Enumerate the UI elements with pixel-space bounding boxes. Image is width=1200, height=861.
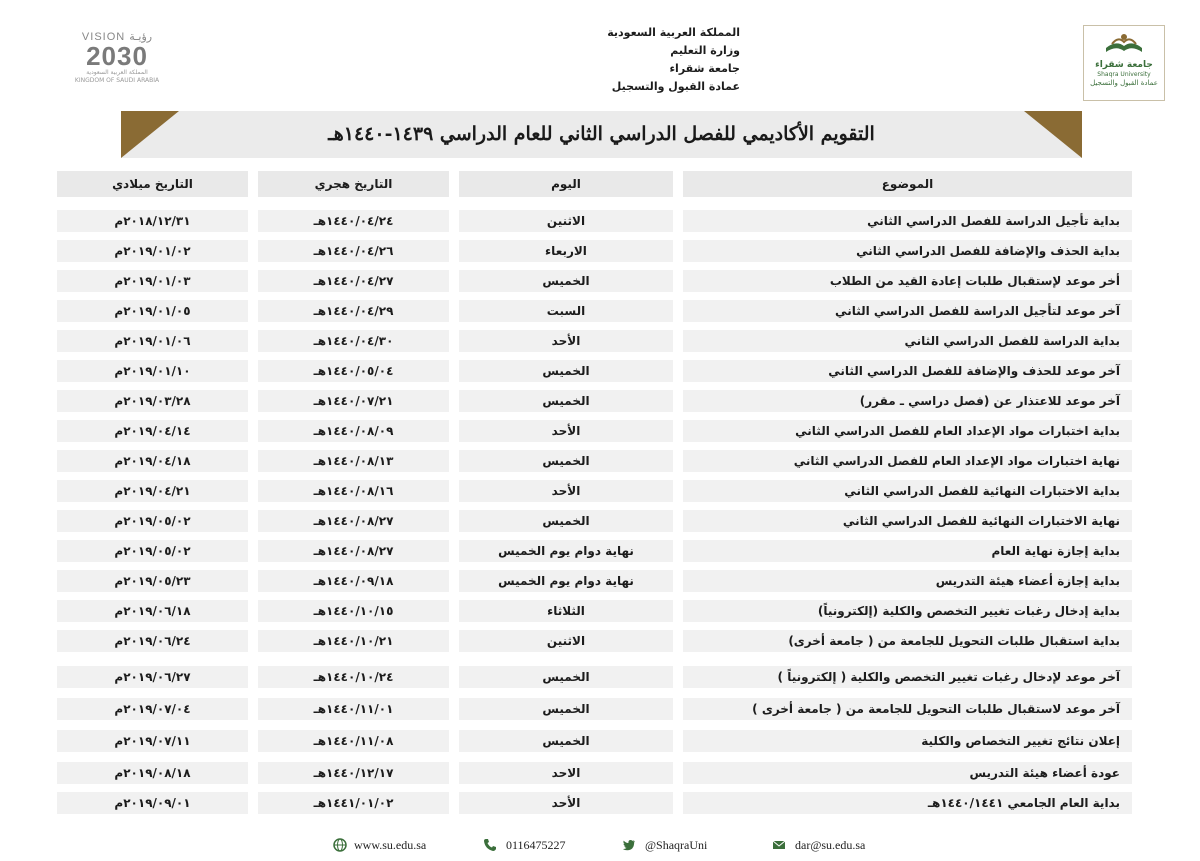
cell-hijri: ١٤٤٠/١٠/٢١هـ: [258, 630, 449, 652]
title-banner: [121, 111, 1082, 158]
footer-website[interactable]: www.su.edu.sa: [354, 838, 427, 852]
cell-day: نهاية دوام يوم الخميس: [459, 570, 673, 592]
cell-hijri: ١٤٤٠/٠٨/١٦هـ: [258, 480, 449, 502]
cell-topic: آخر موعد لتأجيل الدراسة للفصل الدراسي الثاني: [683, 300, 1132, 322]
cell-day: الأحد: [459, 420, 673, 442]
cell-day: الاحد: [459, 762, 673, 784]
cell-topic: آخر موعد لاستقبال طلبات التحويل للجامعة من ( جامعة أخرى ): [683, 698, 1132, 720]
cell-gregorian: ٢٠١٩/٠٩/٠١م: [57, 792, 248, 814]
cell-gregorian: ٢٠١٩/٠١/٠٦م: [57, 330, 248, 352]
cell-hijri: ١٤٤٠/٠٨/٠٩هـ: [258, 420, 449, 442]
phone-icon: [483, 838, 497, 852]
cell-hijri: ١٤٤٠/١١/٠٨هـ: [258, 730, 449, 752]
cell-gregorian: ٢٠١٩/٠٦/٢٤م: [57, 630, 248, 652]
footer-twitter[interactable]: @ShaqraUni: [645, 838, 708, 852]
cell-topic: بداية اختبارات مواد الإعداد العام للفصل الدراسي الثاني: [683, 420, 1132, 442]
cell-topic: بداية الاختبارات النهائية للفصل الدراسي الثاني: [683, 480, 1132, 502]
cell-topic: بداية إجازة نهاية العام: [683, 540, 1132, 562]
column-header-hijri: التاريخ هجري: [258, 171, 449, 197]
cell-gregorian: ٢٠١٩/٠٦/٢٧م: [57, 666, 248, 688]
footer-email[interactable]: dar@su.edu.sa: [795, 838, 866, 852]
cell-topic: نهاية اختبارات مواد الإعداد العام للفصل الدراسي الثاني: [683, 450, 1132, 472]
cell-gregorian: ٢٠١٩/٠٧/١١م: [57, 730, 248, 752]
cell-hijri: ١٤٤٠/١٠/٢٤هـ: [258, 666, 449, 688]
cell-topic: نهاية الاختبارات النهائية للفصل الدراسي الثاني: [683, 510, 1132, 532]
cell-day: الاثنين: [459, 210, 673, 232]
column-header-day: اليوم: [459, 171, 673, 197]
cell-hijri: ١٤٤٠/١٢/١٧هـ: [258, 762, 449, 784]
cell-hijri: ١٤٤١/٠١/٠٢هـ: [258, 792, 449, 814]
vision-2030-logo: [62, 30, 172, 92]
footer-phone[interactable]: 0116475227: [506, 838, 566, 852]
cell-topic: بداية العام الجامعي ١٤٤٠/١٤٤١هـ: [683, 792, 1132, 814]
logo-deanship: عمادة القبول والتسجيل: [1090, 79, 1158, 87]
university-logo: [1083, 25, 1165, 101]
logo-name-en: Shaqra University: [1097, 71, 1151, 78]
cell-topic: بداية إدخال رغبات تغيير التخصص والكلية (إلكترونياً): [683, 600, 1132, 622]
cell-day: نهاية دوام يوم الخميس: [459, 540, 673, 562]
cell-day: الاثنين: [459, 630, 673, 652]
cell-day: الخميس: [459, 450, 673, 472]
vision-sub-en: KINGDOM OF SAUDI ARABIA: [74, 77, 160, 84]
cell-hijri: ١٤٤٠/٠٩/١٨هـ: [258, 570, 449, 592]
gov-line-deanship: عمادة القبول والتسجيل: [611, 80, 740, 93]
cell-hijri: ١٤٤٠/٠٥/٠٤هـ: [258, 360, 449, 382]
cell-hijri: ١٤٤٠/٠٤/٢٦هـ: [258, 240, 449, 262]
cell-topic: بداية الدراسة للفصل الدراسي الثاني: [683, 330, 1132, 352]
cell-gregorian: ٢٠١٩/٠٨/١٨م: [57, 762, 248, 784]
cell-hijri: ١٤٤٠/٠٨/١٣هـ: [258, 450, 449, 472]
column-header-topic: الموضوع: [683, 171, 1132, 197]
cell-day: الخميس: [459, 390, 673, 412]
cell-topic: عودة أعضاء هيئة التدريس: [683, 762, 1132, 784]
cell-gregorian: ٢٠١٩/٠٤/١٨م: [57, 450, 248, 472]
cell-hijri: ١٤٤٠/٠٤/٢٤هـ: [258, 210, 449, 232]
cell-gregorian: ٢٠١٩/٠١/٠٣م: [57, 270, 248, 292]
cell-day: الأحد: [459, 792, 673, 814]
cell-topic: إعلان نتائج تغيير التخصاص والكلية: [683, 730, 1132, 752]
cell-topic: آخر موعد للاعتذار عن (فصل دراسي ـ مقرر): [683, 390, 1132, 412]
email-icon: [772, 838, 786, 852]
page-title: التقويم الأكاديمي للفصل الدراسي الثاني للعام الدراسي ١٤٣٩-١٤٤٠هـ: [328, 123, 875, 145]
cell-day: الثلاثاء: [459, 600, 673, 622]
cell-gregorian: ٢٠١٩/٠٥/٠٢م: [57, 540, 248, 562]
cell-hijri: ١٤٤٠/٠٧/٢١هـ: [258, 390, 449, 412]
globe-icon: [333, 838, 347, 852]
cell-gregorian: ٢٠١٩/٠٦/١٨م: [57, 600, 248, 622]
cell-topic: أخر موعد لإستقبال طلبات إعادة القيد من الطلاب: [683, 270, 1132, 292]
vision-sub-ar: المملكة العربية السعودية: [86, 69, 148, 76]
cell-hijri: ١٤٤٠/٠٨/٢٧هـ: [258, 540, 449, 562]
cell-hijri: ١٤٤٠/٠٤/٢٧هـ: [258, 270, 449, 292]
cell-gregorian: ٢٠١٩/٠٧/٠٤م: [57, 698, 248, 720]
cell-day: السبت: [459, 300, 673, 322]
cell-hijri: ١٤٤٠/٠٤/٣٠هـ: [258, 330, 449, 352]
gov-line-ministry: وزارة التعليم: [670, 44, 740, 57]
cell-day: الخميس: [459, 698, 673, 720]
vision-label: VISION رؤيـة: [81, 31, 153, 43]
cell-gregorian: ٢٠١٩/٠١/١٠م: [57, 360, 248, 382]
government-header: [480, 24, 740, 96]
cell-day: الاربعاء: [459, 240, 673, 262]
cell-gregorian: ٢٠١٩/٠٣/٢٨م: [57, 390, 248, 412]
cell-topic: بداية تأجيل الدراسة للفصل الدراسي الثاني: [683, 210, 1132, 232]
cell-hijri: ١٤٤٠/٠٤/٢٩هـ: [258, 300, 449, 322]
cell-gregorian: ٢٠١٩/٠١/٠٢م: [57, 240, 248, 262]
cell-hijri: ١٤٤٠/١٠/١٥هـ: [258, 600, 449, 622]
cell-topic: بداية إجازة أعضاء هيئة التدريس: [683, 570, 1132, 592]
gov-line-kingdom: المملكة العربية السعودية: [607, 26, 740, 39]
cell-topic: بداية الحذف والإضافة للفصل الدراسي الثاني: [683, 240, 1132, 262]
cell-topic: بداية استقبال طلبات التحويل للجامعة من ( جامعة أخرى): [683, 630, 1132, 652]
cell-gregorian: ٢٠١٨/١٢/٣١م: [57, 210, 248, 232]
cell-day: الخميس: [459, 730, 673, 752]
cell-gregorian: ٢٠١٩/٠٥/٠٢م: [57, 510, 248, 532]
cell-hijri: ١٤٤٠/٠٨/٢٧هـ: [258, 510, 449, 532]
book-icon: [1102, 32, 1146, 56]
cell-day: الخميس: [459, 270, 673, 292]
logo-name-ar: جامعة شقراء: [1095, 60, 1153, 70]
cell-day: الخميس: [459, 666, 673, 688]
vision-year: 2030: [86, 41, 148, 71]
cell-day: الأحد: [459, 480, 673, 502]
cell-hijri: ١٤٤٠/١١/٠١هـ: [258, 698, 449, 720]
column-header-gregorian: التاريخ ميلادي: [57, 171, 248, 197]
cell-topic: آخر موعد للحذف والإضافة للفصل الدراسي الثاني: [683, 360, 1132, 382]
gov-line-university: جامعة شقراء: [669, 62, 740, 75]
cell-day: الأحد: [459, 330, 673, 352]
twitter-icon: [622, 838, 636, 852]
cell-gregorian: ٢٠١٩/٠٥/٢٣م: [57, 570, 248, 592]
cell-day: الخميس: [459, 360, 673, 382]
cell-gregorian: ٢٠١٩/٠٤/٢١م: [57, 480, 248, 502]
cell-gregorian: ٢٠١٩/٠١/٠٥م: [57, 300, 248, 322]
cell-gregorian: ٢٠١٩/٠٤/١٤م: [57, 420, 248, 442]
cell-day: الخميس: [459, 510, 673, 532]
cell-topic: آخر موعد لإدخال رغبات تغيير التخصص والكلية ( إلكترونياً ): [683, 666, 1132, 688]
